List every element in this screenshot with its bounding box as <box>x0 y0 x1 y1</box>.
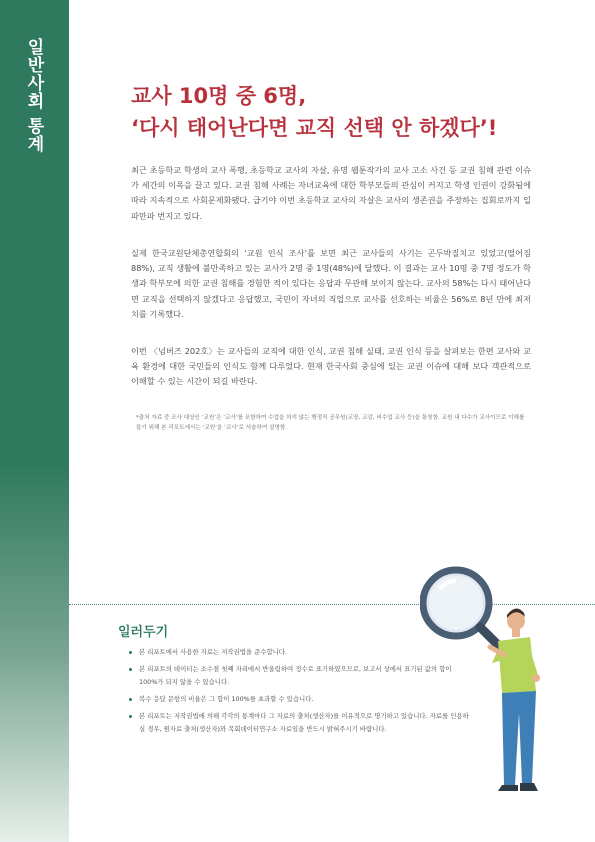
note-item: 복수 응답 문항의 비율은 그 합이 100%를 초과할 수 있습니다. <box>139 693 469 706</box>
section-label: 일반사회 통계 <box>23 38 44 153</box>
note-item: 본 리포트의 데이터는 소수점 첫째 자리에서 반올림하여 정수로 표기하였으므로, 보고서 상에서 표기된 값의 합이 100%가 되지 않을 수 있습니다. <box>139 663 469 689</box>
notes-heading: 일러두기 <box>118 625 169 640</box>
intro-paragraph-1: 최근 초등학교 학생의 교사 폭행, 초등학교 교사의 자살, 유명 웹툰작가의 교사 고소 사건 등 교권 침해 관련 이슈가 세간의 이목을 끌고 있다. 교권 침해 사례는 자녀교육에 대한 학부모들의 관심이 커지고 학생 인권이 강화됨에 따라 지속적으로 사회문제화됐다. 급기야 이번 초등학교 교사의 자살은 교사의 생존권을 주장하는 집회로까지 일파만파 번지고 있다. <box>131 165 531 221</box>
intro-paragraph-3: 이번 〈넘버즈 202호〉는 교사들의 교직에 대한 인식, 교권 침해 실태, 교권 인식 등을 살펴보는 한편 교사와 교육 환경에 대한 국민들의 인식도 함께 다루었다. 현재 한국사회 중심에 있는 교권 이슈에 대해 보다 객관적으로 이해할 수 있는 시간이 되길 바란다. <box>131 346 531 387</box>
intro-paragraph-2: 실제 한국교원단체총연합회의 ‘교원 인식 조사’를 보면 최근 교사들의 사기는 곤두박질치고 있었고(떨어짐 88%), 교직 생활에 불만족하고 있는 교사가 2명 중 1명(48%)에 달했다. 이 결과는 교사 10명 중 7명 정도가 학생과 학부모에 의한 교권 침해를 경험한 적이 있다는 응답과 무관해 보이지 않는다. 교사의 58%는 다시 태어난다면 교직을 선택하지 않겠다고 응답했고, 국민이 자녀의 직업으로 교사를 선호하는 비율은 56%로 8년 만에 최저치를 기록했다. <box>131 248 531 319</box>
title-line-2: ‘다시 태어난다면 교직 선택 안 하겠다’! <box>131 116 498 140</box>
footnote: *출처 자료 중 조사 대상인 ‘교원’은 ‘교사’를 포함하여 수업을 하지 않는 행정직 공무원(교장, 교감, 비수업 교사 등)을 통칭함. 교원 내 다수가 교사이므로 이해를 돕기 위해 본 리포트에서는 ‘교원’을 ‘교사’로 서술하여 설명함. <box>136 415 525 431</box>
magnifier-person-illustration <box>420 563 550 813</box>
title-line-1: 교사 10명 중 6명, <box>131 84 307 108</box>
sidebar <box>0 0 69 842</box>
page-title <box>131 80 551 144</box>
note-item: 본 리포트는 저작권법에 의해 각각의 통계마다 그 자료의 출처(생산자)를 이유적으로 명기하고 있습니다. 자료를 인용하실 경우, 원자료 출처(생산자)와 목회데이터연구소 자료임을 반드시 밝혀주시기 바랍니다. <box>139 710 469 736</box>
note-item: 본 리포트에서 사용한 자료는 저작권법을 준수합니다. <box>139 646 469 659</box>
